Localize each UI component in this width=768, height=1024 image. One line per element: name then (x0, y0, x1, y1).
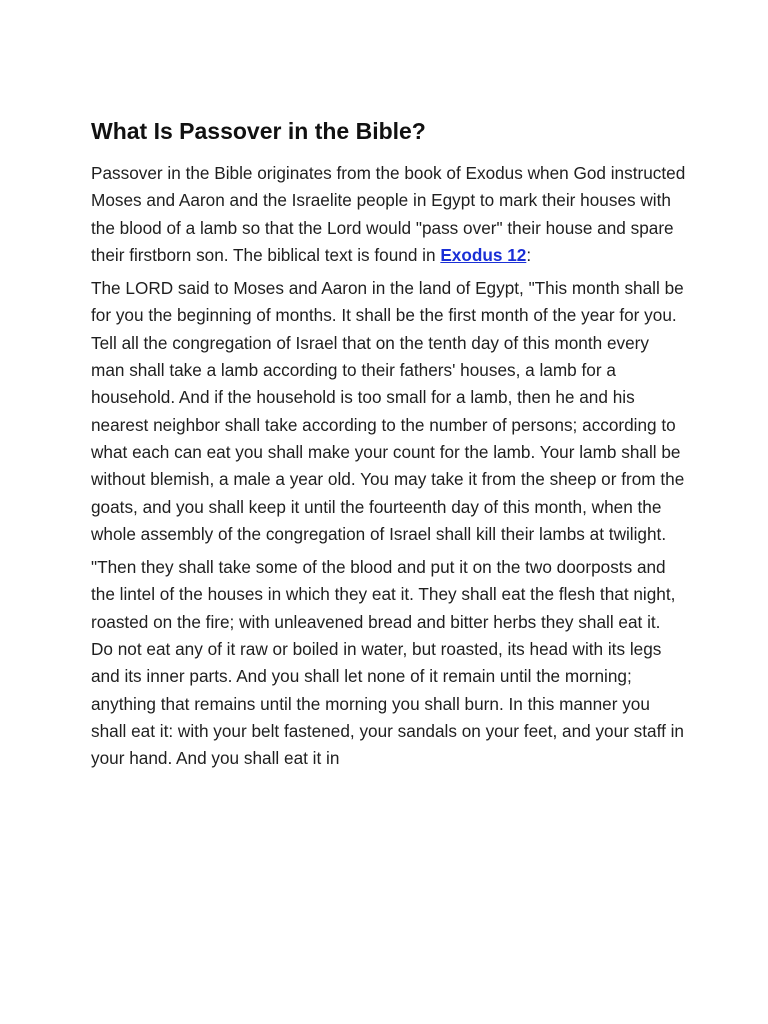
scripture-paragraph-2: "Then they shall take some of the blood and put it on the two doorposts and the lintel of the houses in which they eat it. They shall eat the flesh that night, roasted on the fire; with unleavened bread and bitter herbs they shall eat it. Do not eat any of it raw or boiled in water, but roasted, its head with its legs and its inner parts. And you shall let none of it remain until the morning; anything that remains until the morning you shall burn. In this manner you shall eat it: with your belt fastened, your sandals on your feet, and your staff in your hand. And you shall eat it in (91, 557, 684, 769)
article-body (91, 114, 687, 779)
exodus-12-link[interactable]: Exodus 12 (440, 244, 527, 265)
intro-paragraph (91, 160, 687, 269)
intro-trailing-colon: : (526, 244, 532, 265)
intro-text: Passover in the Bible originates from the book of Exodus when God instructed Moses and Aaron and the Israelite people in Egypt to mark their houses with the blood of a lamb so that the Lord would "pass over" their house and spare their firstborn son. The biblical text is found in (91, 163, 686, 265)
article-heading: What Is Passover in the Bible? (91, 118, 426, 144)
scripture-paragraph-1: The LORD said to Moses and Aaron in the land of Egypt, "This month shall be for you the beginning of months. It shall be the first month of the year for you. Tell all the congregation of Israel that on the tenth day of this month every man shall take a lamb according to their fathers' houses, a lamb for a household. And if the household is too small for a lamb, then he and his nearest neighbor shall take according to the number of persons; according to what each can eat you shall make your count for the lamb. Your lamb shall be without blemish, a male a year old. You may take it from the sheep or from the goats, and you shall keep it until the fourteenth day of this month, when the whole assembly of the congregation of Israel shall kill their lambs at twilight. (91, 278, 685, 544)
